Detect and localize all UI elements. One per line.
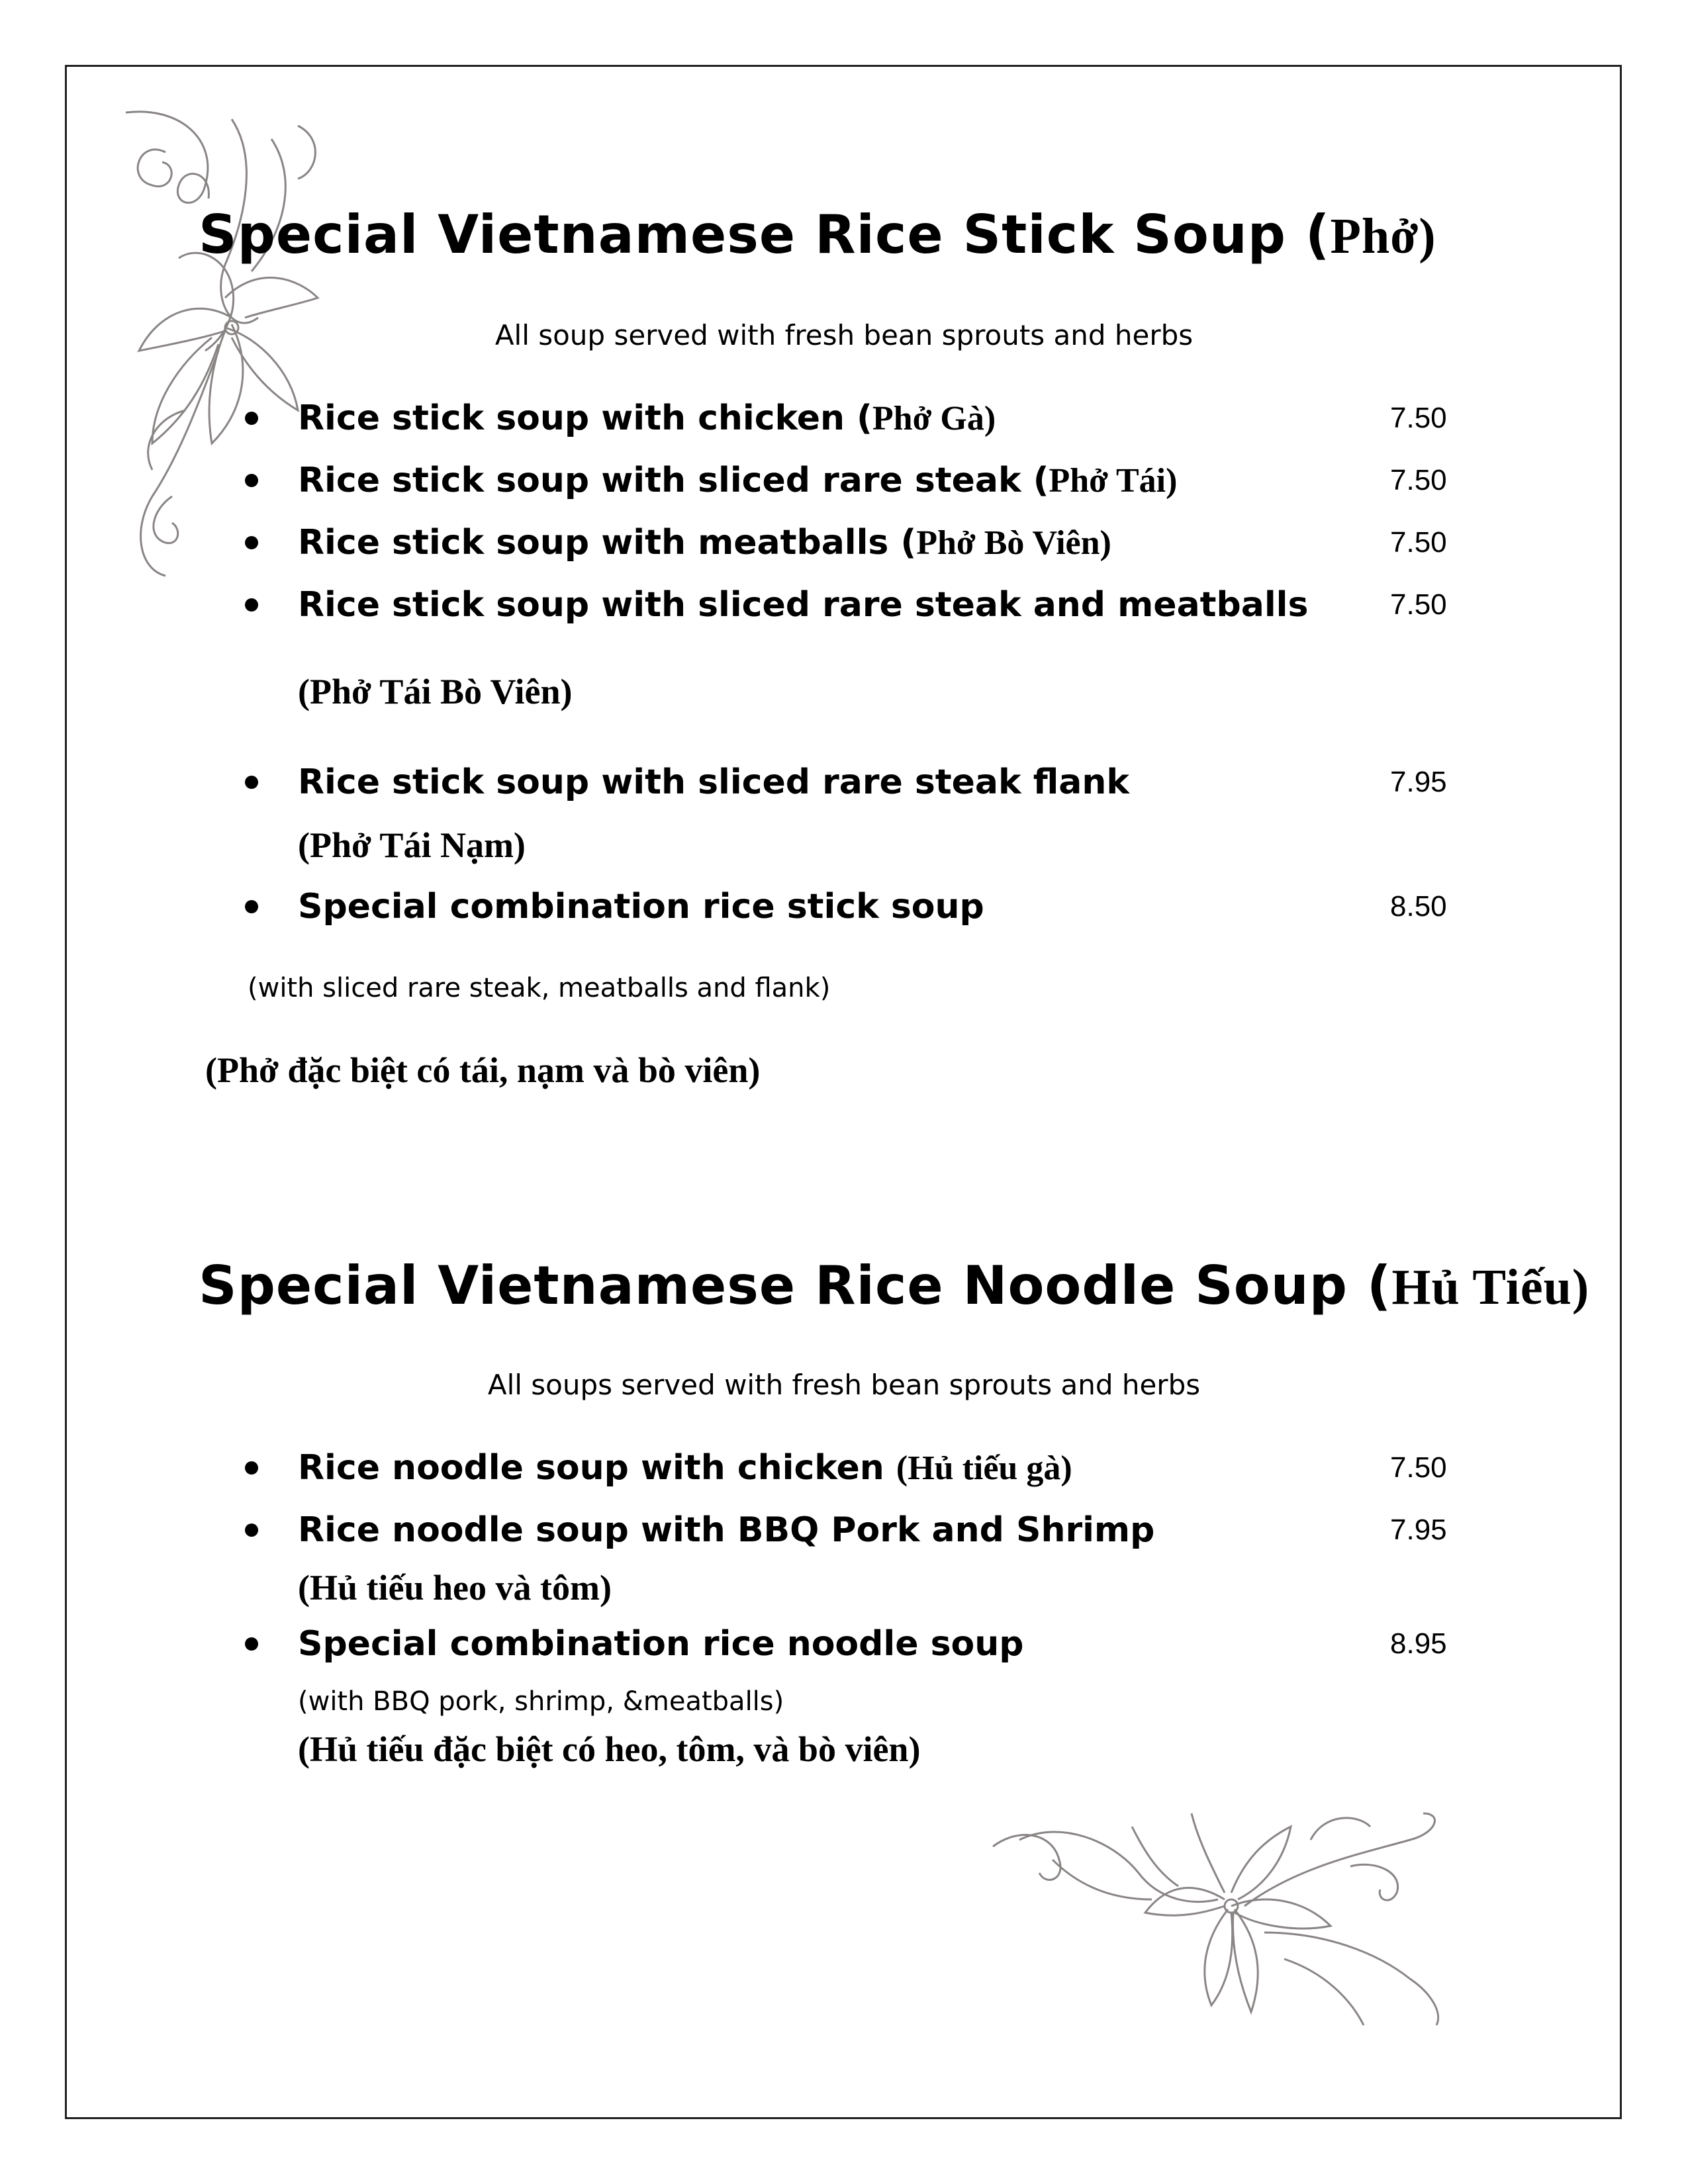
menu-item	[245, 584, 1456, 630]
bullet-icon	[245, 412, 258, 425]
menu-item	[245, 761, 1456, 807]
pho-title-english: Special Vietnamese Rice Stick Soup (	[199, 204, 1331, 265]
bullet-icon	[245, 1524, 258, 1537]
menu-item-name: Special combination rice noodle soup	[298, 1624, 1024, 1664]
menu-item-vietnamese-name: (Phở Tái Bò Viên)	[298, 672, 573, 711]
menu-item-vietnamese-name: (Hủ tiếu heo và tôm)	[298, 1568, 612, 1608]
pho-subtitle: All soup served with fresh bean sprouts and herbs	[494, 319, 1194, 351]
bullet-icon	[245, 1461, 258, 1475]
bullet-icon	[245, 900, 258, 913]
menu-item-price: 7.50	[1390, 526, 1447, 559]
menu-item-name: Rice stick soup with chicken (Phở Gà)	[298, 398, 996, 438]
hu-tieu-subtitle: All soups served with fresh bean sprouts and herbs	[487, 1369, 1201, 1401]
menu-item-name: Rice noodle soup with chicken (Hủ tiếu gà)	[298, 1448, 1072, 1488]
menu-item	[245, 522, 1456, 568]
combo-vietnamese-name: (Phở đặc biệt có tái, nạm và bò viên)	[205, 1050, 761, 1090]
pho-section-title	[199, 204, 1436, 265]
bullet-icon	[245, 1637, 258, 1651]
menu-item-name: Special combination rice stick soup	[298, 887, 984, 927]
menu-item	[245, 1623, 1456, 1669]
menu-item	[245, 1447, 1456, 1493]
menu-item	[245, 1509, 1456, 1555]
menu-item-price: 8.50	[1390, 890, 1447, 923]
menu-item	[245, 459, 1456, 506]
menu-item	[245, 397, 1456, 443]
menu-item-name: Rice stick soup with sliced rare steak and meatballs	[298, 585, 1309, 625]
bullet-icon	[245, 598, 258, 612]
menu-item-price: 7.50	[1390, 1451, 1447, 1484]
menu-item-price: 7.95	[1390, 1514, 1447, 1546]
menu-item-price: 7.50	[1390, 464, 1447, 496]
hu-tieu-title-vietnamese: Hủ Tiếu)	[1391, 1259, 1590, 1315]
menu-item-vietnamese-name: (Phở Tái Nạm)	[298, 825, 526, 865]
floral-ornament-bottom-icon	[980, 1800, 1456, 2038]
pho-title-vietnamese: Phở)	[1330, 208, 1436, 264]
menu-item-name: Rice stick soup with sliced rare steak flank	[298, 762, 1129, 802]
bullet-icon	[245, 536, 258, 549]
menu-item-price: 8.95	[1390, 1627, 1447, 1660]
menu-item	[245, 886, 1456, 932]
bullet-icon	[245, 474, 258, 487]
hu-tieu-section-title	[199, 1255, 1589, 1316]
combo-note: (with sliced rare steak, meatballs and flank)	[248, 973, 831, 1003]
menu-item-name: Rice stick soup with sliced rare steak (Phở Tái)	[298, 461, 1178, 500]
menu-item-price: 7.95	[1390, 766, 1447, 798]
menu-item-price: 7.50	[1390, 402, 1447, 434]
hu-tieu-title-english: Special Vietnamese Rice Noodle Soup (	[199, 1255, 1392, 1316]
menu-item-note: (with BBQ pork, shrimp, &meatballs)	[298, 1686, 784, 1717]
menu-item-price: 7.50	[1390, 588, 1447, 621]
menu-item-vietnamese-name: (Hủ tiếu đặc biệt có heo, tôm, và bò viên)	[298, 1729, 921, 1769]
menu-item-name: Rice noodle soup with BBQ Pork and Shrimp	[298, 1510, 1155, 1550]
menu-item-name: Rice stick soup with meatballs (Phở Bò Viên)	[298, 523, 1111, 563]
bullet-icon	[245, 776, 258, 789]
